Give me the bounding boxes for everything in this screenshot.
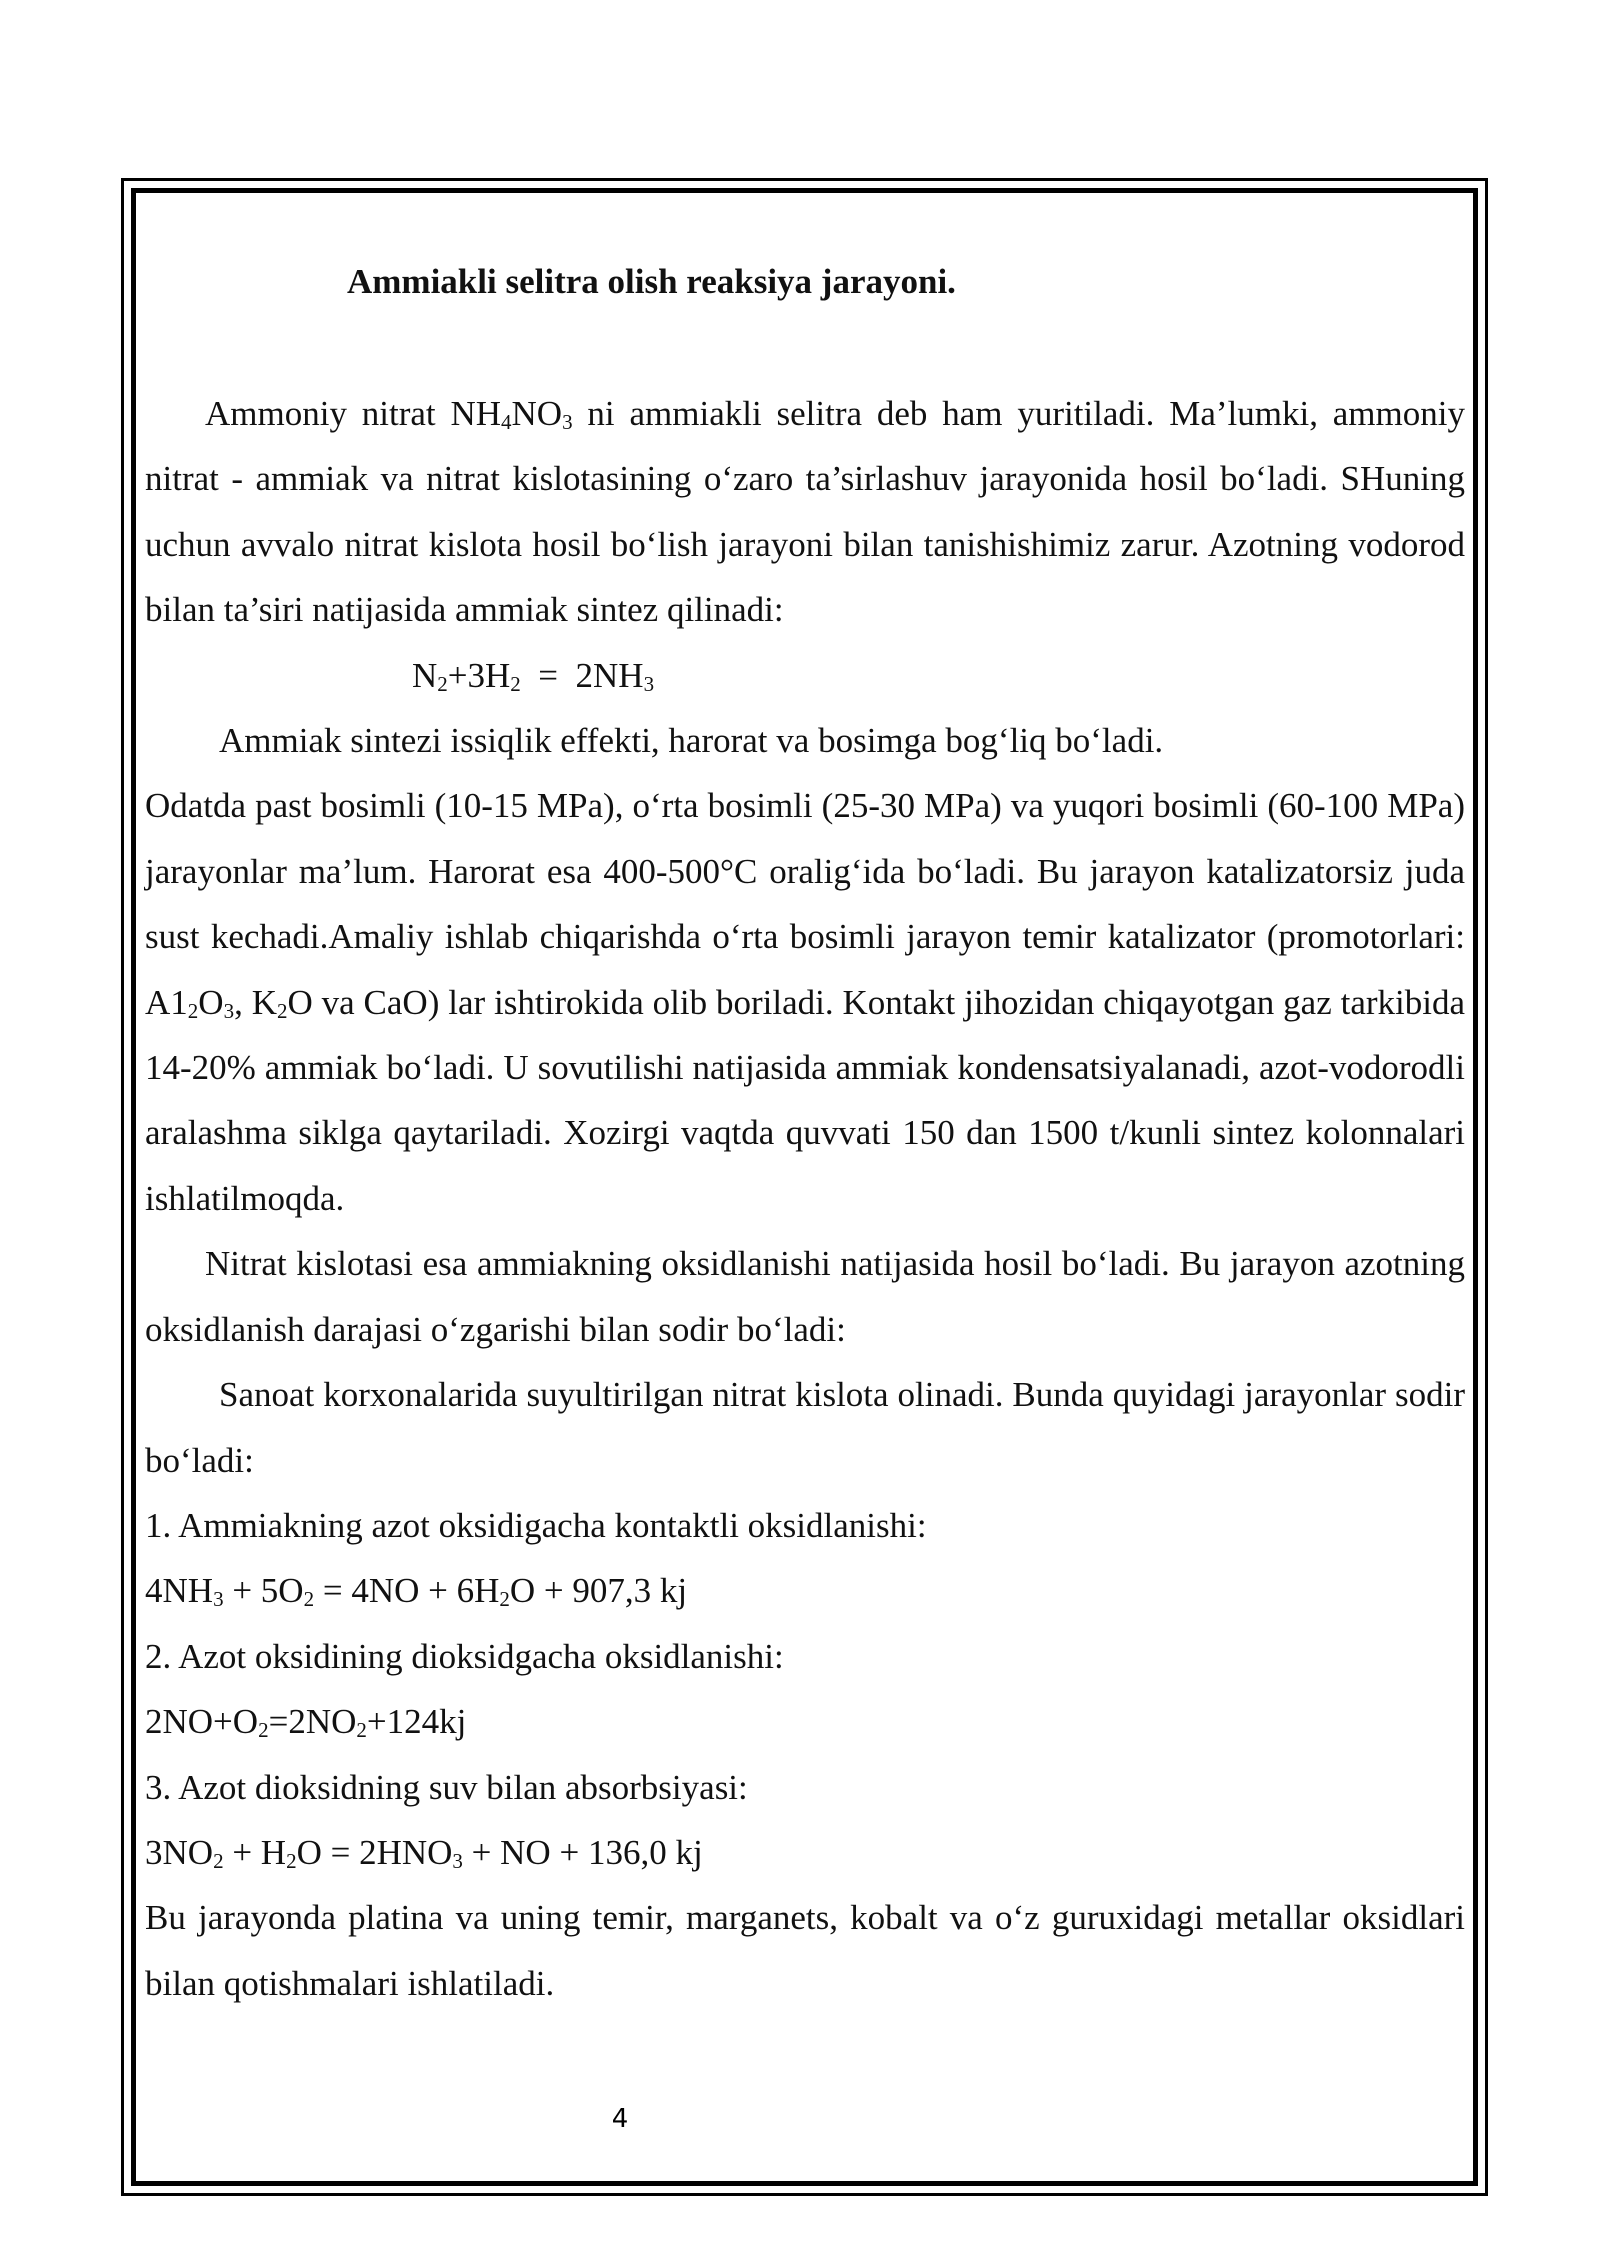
equation-ammonia-oxidation — [145, 1558, 1465, 1623]
page-number: 4 — [611, 2104, 629, 2134]
text-run: +3H — [447, 655, 511, 695]
text-run: 3NO — [145, 1832, 214, 1872]
text-run: + H — [223, 1832, 287, 1872]
subscript: 2 — [258, 1718, 269, 1743]
text-run: + 5O — [223, 1571, 304, 1611]
subscript: 2 — [187, 998, 199, 1023]
subscript: 3 — [452, 1849, 463, 1874]
text-run: NO — [511, 394, 563, 433]
paragraph-catalysts: Bu jarayonda platina va uning temir, marganets, kobalt va o‘z guruxidagi metallar oksidlari bilan qotishmalari ishlatiladi. — [145, 1898, 1465, 2003]
text-run: = 2NH — [520, 655, 644, 695]
step-3-label: 3. Azot dioksidning suv bilan absorbsiyasi: — [145, 1767, 748, 1807]
subscript: 2 — [499, 1587, 510, 1612]
step-2-label: 2. Azot oksidining dioksidgacha oksidlanishi: — [145, 1636, 784, 1676]
subscript: 2 — [510, 671, 521, 696]
subscript: 3 — [643, 671, 655, 696]
subscript: 2 — [286, 1849, 297, 1874]
text-run: = 4NO + 6H — [314, 1571, 500, 1611]
subscript: 3 — [223, 998, 235, 1023]
text-run: 2NO+O — [145, 1702, 259, 1742]
text-run: O = 2HNO — [296, 1832, 453, 1872]
paragraph-industrial-process: Sanoat korxonalarida suyultirilgan nitrat kislota olinadi. Bunda quyidagi jarayonlar sodir bo‘ladi: — [145, 1375, 1465, 1480]
text-run: ni ammiakli selitra deb ham yuritiladi. Ma’lumki, ammoniy nitrat - ammiak va nitrat kislotasining o‘zaro ta’sirlashuv jarayonida hosil bo‘ladi. SHuning uchun avvalo nitrat kislota hosil bo‘lish jarayoni bilan tanishishimiz zarur. Azotning vodorod bilan ta’siri natijasida ammiak sintez qilinadi: — [145, 394, 1465, 630]
text-run: 4NH — [145, 1571, 214, 1611]
equation-ammonia-synthesis — [145, 643, 1465, 708]
subscript: 2 — [276, 998, 288, 1023]
text-run: , K — [234, 982, 277, 1022]
text-run: + NO + 136,0 kj — [462, 1832, 703, 1872]
text-run: O — [198, 982, 224, 1022]
step-1-label: 1. Ammiakning azot oksidigacha kontaktli oksidlanishi: — [145, 1505, 927, 1545]
equation-no-oxidation — [145, 1689, 1465, 1754]
equation-absorption — [145, 1820, 1465, 1885]
text-run: N — [412, 655, 438, 695]
paragraph-intro — [145, 381, 1465, 643]
subscript: 3 — [562, 410, 573, 435]
subscript: 3 — [213, 1587, 224, 1612]
text-run: Odatda past bosimli (10-15 MPa), o‘rta bosimli (25-30 MPa) va yuqori bosimli (60-100 MPa) jarayonlar ma’lum. Harorat esa 400-500°C oralig‘ida bo‘ladi. Bu jarayon katalizatorsiz juda sust kechadi.Amaliy ishlab chiqarishda o‘rta bosimli jarayon temir katalizator (promotorlari: A1 — [145, 786, 1465, 1022]
text-run: +124kj — [366, 1702, 467, 1742]
text-run: O va CaO) lar ishtirokida olib boriladi. Kontakt jihozidan chiqayotgan gaz tarkibida 14-20% ammiak bo‘ladi. U sovutilishi natijasida ammiak kondensatsiyalanadi, azot-vodorodli aralashma siklga qaytariladi. Xozirgi vaqtda quvvati 150 dan 1500 t/kunli sintez kolonnalari ishlatilmoqda. — [145, 982, 1466, 1218]
subscript: 2 — [437, 671, 448, 696]
text-run: Ammoniy nitrat NH — [205, 394, 502, 433]
subscript: 2 — [303, 1587, 315, 1612]
document-body — [145, 240, 1465, 2016]
paragraph-synthesis-factors: Ammiak sintezi issiqlik effekti, harorat va bosimga bog‘liq bo‘ladi. — [219, 721, 1164, 761]
paragraph-pressure-conditions — [145, 773, 1465, 1231]
subscript: 2 — [213, 1849, 224, 1874]
text-run: =2NO — [268, 1702, 357, 1742]
subscript: 2 — [356, 1718, 367, 1743]
subscript: 4 — [501, 410, 512, 435]
paragraph-nitric-acid: Nitrat kislotasi esa ammiakning oksidlanishi natijasida hosil bo‘ladi. Bu jarayon azotning oksidlanish darajasi o‘zgarishi bilan sodir bo‘ladi: — [145, 1244, 1465, 1349]
text-run: O + 907,3 kj — [509, 1571, 688, 1611]
section-title: Ammiakli selitra olish reaksiya jarayoni. — [347, 262, 956, 301]
